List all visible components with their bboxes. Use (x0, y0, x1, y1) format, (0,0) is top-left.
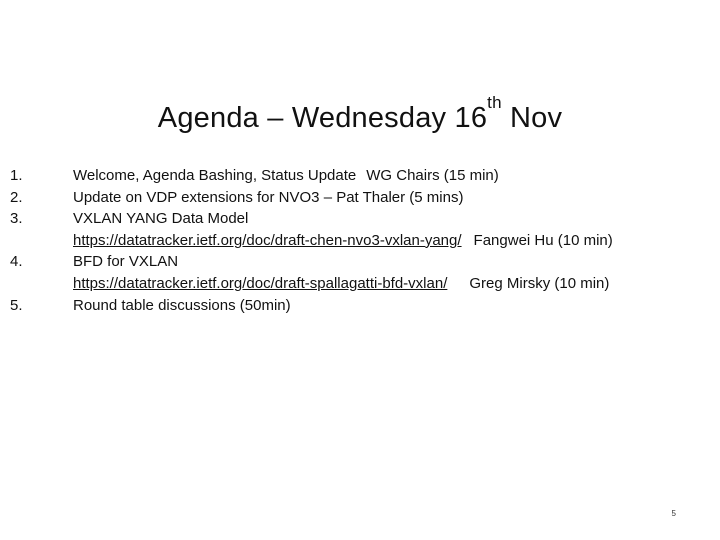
item-text: Update on VDP extensions for NVO3 – Pat Thaler (5 mins) (73, 188, 464, 206)
item-number: 3. (10, 210, 23, 228)
draft-link-vxlan-yang[interactable]: https://datatracker.ietf.org/doc/draft-chen-nvo3-vxlan-yang/ (73, 231, 462, 249)
item-number: 1. (10, 167, 23, 184)
item-text: Round table discussions (50min) (73, 296, 291, 314)
title-main: Agenda – Wednesday 16 (157, 102, 488, 134)
item-presenter: WG Chairs (15 min) (366, 167, 499, 184)
item-text: VXLAN YANG Data Model (73, 210, 249, 228)
title-superscript: th (487, 93, 502, 112)
item-presenter: Fangwei Hu (10 min) (473, 231, 613, 249)
agenda-list (10, 165, 700, 316)
agenda-item-5 (10, 295, 700, 317)
agenda-item-1 (10, 165, 700, 187)
page-number: 5 (671, 509, 676, 518)
item-presenter: Greg Mirsky (10 min) (469, 274, 610, 292)
draft-link-bfd-vxlan[interactable]: https://datatracker.ietf.org/doc/draft-spallagatti-bfd-vxlan/ (73, 274, 448, 292)
item-number: 4. (10, 253, 23, 271)
page-title (0, 93, 720, 138)
item-number: 5. (10, 296, 23, 314)
agenda-item-4 (10, 251, 700, 294)
title-end: Nov (501, 102, 563, 134)
agenda-item-2 (10, 187, 700, 209)
item-number: 2. (10, 188, 23, 206)
item-text: BFD for VXLAN (73, 253, 179, 271)
item-text: Welcome, Agenda Bashing, Status Update (73, 167, 357, 184)
agenda-item-3 (10, 208, 700, 251)
